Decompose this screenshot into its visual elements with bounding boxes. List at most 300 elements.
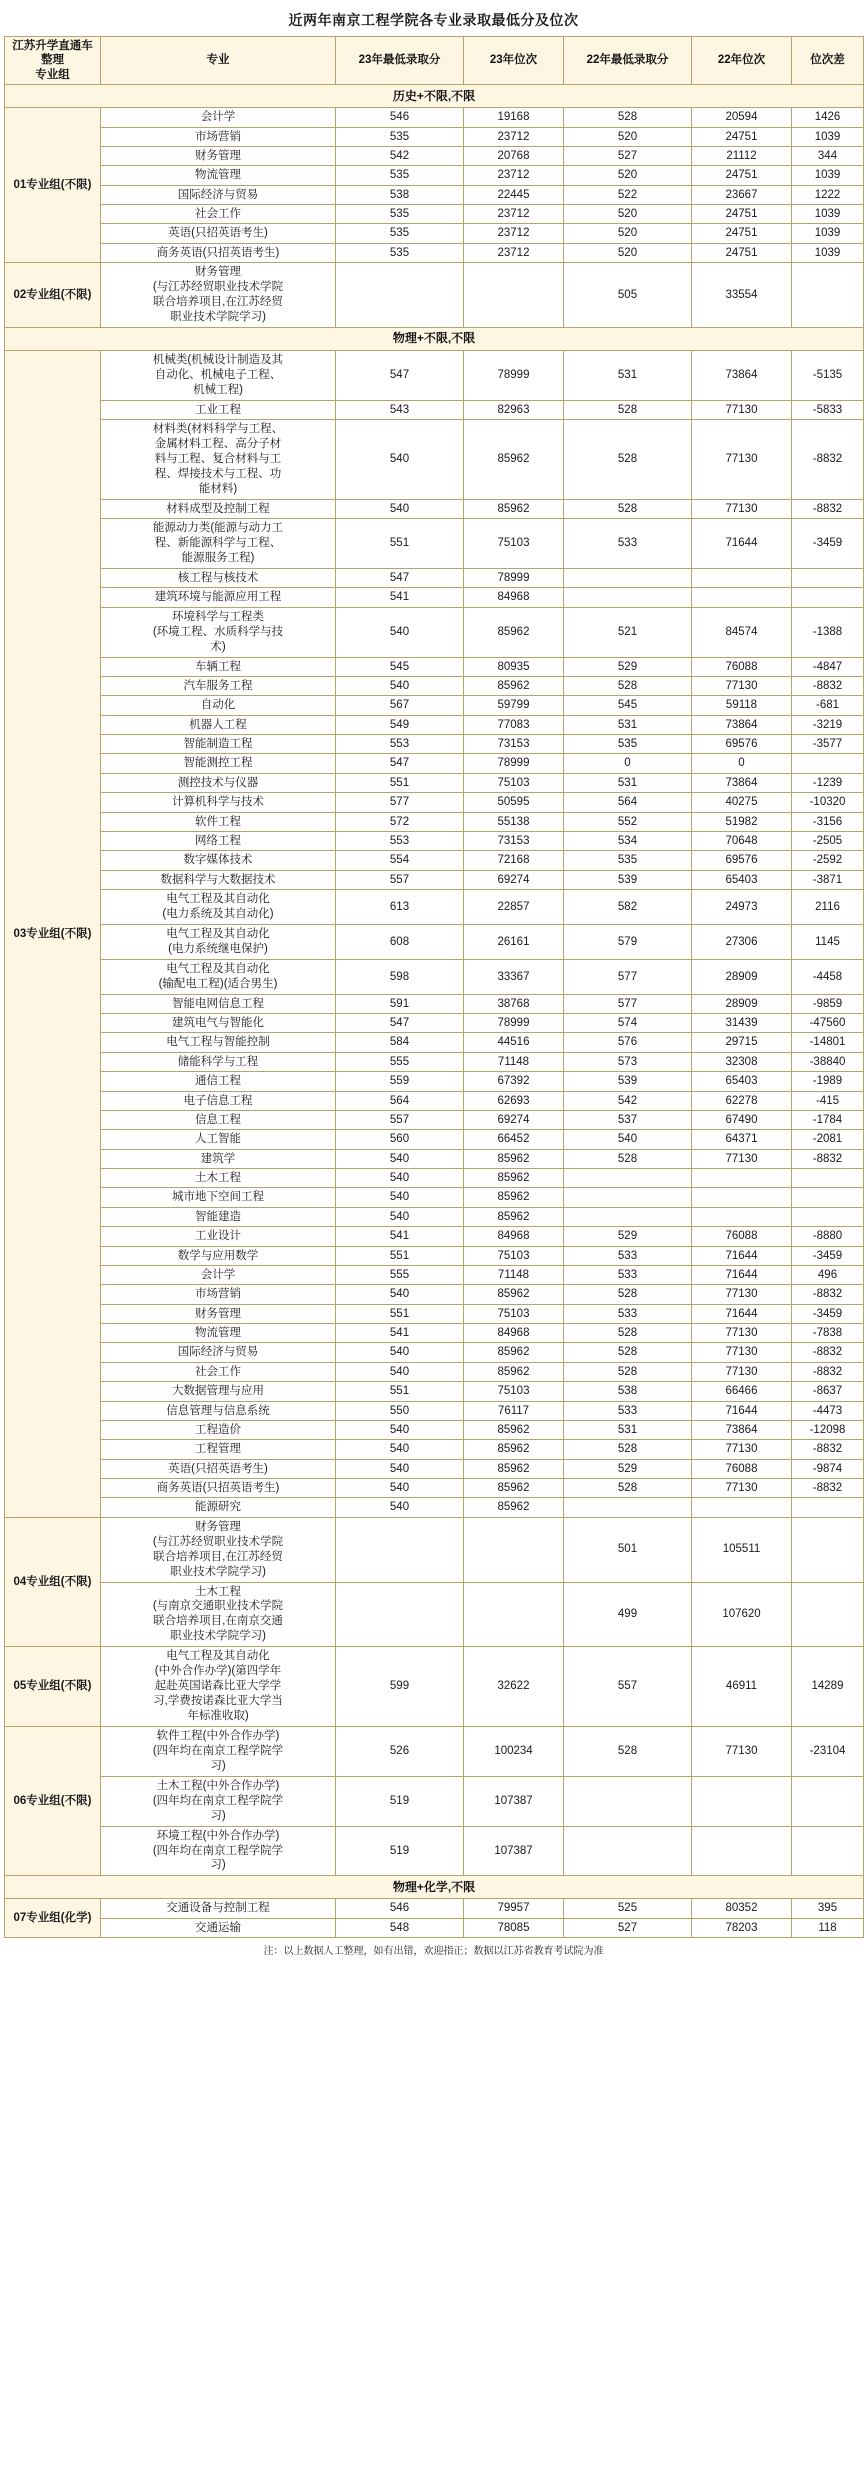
major-name: 大数据管理与应用 (101, 1382, 336, 1401)
major-name: 测控技术与仪器 (101, 773, 336, 792)
score-2023-cell: 559 (336, 1072, 464, 1091)
score-2022-cell: 573 (564, 1052, 692, 1071)
rank-diff-cell: -3577 (792, 735, 864, 754)
score-2023-cell: 546 (336, 108, 464, 127)
score-2022-cell: 527 (564, 146, 692, 165)
score-2023-cell: 540 (336, 1440, 464, 1459)
column-header-group-line1: 江苏升学直通车整理 (12, 40, 93, 67)
major-group-label: 03专业组(不限) (5, 350, 101, 1517)
major-name: 自动化 (101, 696, 336, 715)
rank-diff-cell: -2505 (792, 831, 864, 850)
rank-diff-cell: -8832 (792, 1479, 864, 1498)
rank-diff-cell: -8637 (792, 1382, 864, 1401)
rank-2022-cell: 67490 (692, 1110, 792, 1129)
rank-diff-cell: -415 (792, 1091, 864, 1110)
rank-2022-cell: 33554 (692, 263, 792, 328)
rank-diff-cell: -2592 (792, 851, 864, 870)
rank-2022-cell: 71644 (692, 1246, 792, 1265)
major-name: 财务管理 (101, 1304, 336, 1323)
score-2022-cell: 533 (564, 519, 692, 569)
score-2023-cell: 547 (336, 350, 464, 400)
rank-2023-cell: 85962 (464, 1498, 564, 1517)
column-header-score-2023: 23年最低录取分 (336, 37, 464, 85)
major-name: 土木工程(中外合作办学) (四年均在南京工程学院学 习) (101, 1776, 336, 1826)
major-name: 工业工程 (101, 400, 336, 419)
score-2022-cell: 576 (564, 1033, 692, 1052)
score-2022-cell: 520 (564, 243, 692, 262)
table-row (5, 1014, 864, 1033)
section-header-label: 历史+不限,不限 (5, 85, 864, 108)
column-header-major: 专业 (101, 37, 336, 85)
rank-2022-cell: 77130 (692, 1324, 792, 1343)
rank-diff-cell: 1039 (792, 127, 864, 146)
score-2022-cell: 529 (564, 1459, 692, 1478)
rank-2022-cell: 77130 (692, 1285, 792, 1304)
rank-2023-cell: 78999 (464, 1014, 564, 1033)
score-2023-cell: 553 (336, 735, 464, 754)
major-name: 交通运输 (101, 1918, 336, 1937)
rank-diff-cell: 1039 (792, 166, 864, 185)
table-row (5, 607, 864, 657)
score-2023-cell: 551 (336, 1246, 464, 1265)
score-2023-cell: 540 (336, 1188, 464, 1207)
rank-diff-cell: -3219 (792, 715, 864, 734)
rank-diff-cell: 1145 (792, 924, 864, 959)
rank-2023-cell: 66452 (464, 1130, 564, 1149)
major-name: 建筑学 (101, 1149, 336, 1168)
score-2023-cell: 550 (336, 1401, 464, 1420)
rank-diff-cell (792, 754, 864, 773)
rank-2022-cell: 24751 (692, 224, 792, 243)
rank-diff-cell: 1039 (792, 205, 864, 224)
table-row (5, 108, 864, 127)
rank-2023-cell: 79957 (464, 1899, 564, 1918)
rank-2023-cell: 23712 (464, 166, 564, 185)
rank-2023-cell: 22445 (464, 185, 564, 204)
score-2023-cell (336, 1582, 464, 1647)
table-row (5, 1440, 864, 1459)
rank-2023-cell: 23712 (464, 205, 564, 224)
section-header-row (5, 85, 864, 108)
table-row (5, 1726, 864, 1776)
major-name: 商务英语(只招英语考生) (101, 243, 336, 262)
rank-2023-cell: 107387 (464, 1826, 564, 1876)
rank-2023-cell: 75103 (464, 1304, 564, 1323)
score-2022-cell (564, 1826, 692, 1876)
rank-diff-cell (792, 263, 864, 328)
score-2022-cell: 529 (564, 1227, 692, 1246)
column-header-group (5, 37, 101, 85)
rank-diff-cell (792, 1498, 864, 1517)
column-header-rank-2022: 22年位次 (692, 37, 792, 85)
score-2023-cell (336, 1517, 464, 1582)
major-name: 国际经济与贸易 (101, 185, 336, 204)
major-name: 国际经济与贸易 (101, 1343, 336, 1362)
score-2023-cell: 540 (336, 1479, 464, 1498)
major-name: 财务管理 (与江苏经贸职业技术学院 联合培养项目,在江苏经贸 职业技术学院学习) (101, 1517, 336, 1582)
rank-2023-cell: 78999 (464, 754, 564, 773)
major-name: 储能科学与工程 (101, 1052, 336, 1071)
table-row (5, 994, 864, 1013)
score-2022-cell: 538 (564, 1382, 692, 1401)
score-2023-cell: 557 (336, 1110, 464, 1129)
rank-2023-cell: 85962 (464, 1343, 564, 1362)
table-row (5, 831, 864, 850)
rank-2023-cell: 82963 (464, 400, 564, 419)
score-2023-cell: 572 (336, 812, 464, 831)
table-row (5, 1246, 864, 1265)
rank-diff-cell: -8832 (792, 1285, 864, 1304)
score-2022-cell: 520 (564, 127, 692, 146)
major-group-label: 01专业组(不限) (5, 108, 101, 263)
table-row (5, 959, 864, 994)
rank-diff-cell: -23104 (792, 1726, 864, 1776)
major-name: 智能制造工程 (101, 735, 336, 754)
rank-2023-cell: 85962 (464, 1479, 564, 1498)
table-row (5, 350, 864, 400)
score-2023-cell: 526 (336, 1726, 464, 1776)
rank-2022-cell: 71644 (692, 1265, 792, 1284)
column-header-rank-diff: 位次差 (792, 37, 864, 85)
score-2023-cell: 547 (336, 1014, 464, 1033)
major-name: 数字媒体技术 (101, 851, 336, 870)
rank-diff-cell (792, 1776, 864, 1826)
rank-2022-cell: 77130 (692, 1343, 792, 1362)
rank-2022-cell: 84574 (692, 607, 792, 657)
score-2023-cell: 540 (336, 1343, 464, 1362)
rank-2022-cell: 73864 (692, 773, 792, 792)
score-2022-cell: 535 (564, 735, 692, 754)
table-row (5, 1382, 864, 1401)
major-name: 机械类(机械设计制造及其 自动化、机械电子工程、 机械工程) (101, 350, 336, 400)
rank-diff-cell: -3459 (792, 519, 864, 569)
score-2023-cell: 591 (336, 994, 464, 1013)
score-2023-cell: 540 (336, 1149, 464, 1168)
major-name: 会计学 (101, 1265, 336, 1284)
rank-diff-cell: 118 (792, 1918, 864, 1937)
rank-2022-cell (692, 1207, 792, 1226)
score-2022-cell: 537 (564, 1110, 692, 1129)
major-name: 软件工程(中外合作办学) (四年均在南京工程学院学 习) (101, 1726, 336, 1776)
score-2023-cell: 541 (336, 1324, 464, 1343)
major-name: 材料成型及控制工程 (101, 499, 336, 518)
major-name: 信息工程 (101, 1110, 336, 1129)
score-2023-cell: 542 (336, 146, 464, 165)
major-name: 土木工程 (与南京交通职业技术学院 联合培养项目,在南京交通 职业技术学院学习) (101, 1582, 336, 1647)
section-header-label: 物理+化学,不限 (5, 1876, 864, 1899)
rank-diff-cell: -4473 (792, 1401, 864, 1420)
rank-diff-cell: -1239 (792, 773, 864, 792)
table-row (5, 1498, 864, 1517)
table-row (5, 1420, 864, 1439)
table-row (5, 657, 864, 676)
score-2022-cell: 528 (564, 108, 692, 127)
rank-2022-cell: 31439 (692, 1014, 792, 1033)
table-row (5, 676, 864, 695)
rank-2023-cell: 85962 (464, 420, 564, 500)
rank-2022-cell: 62278 (692, 1091, 792, 1110)
table-row (5, 166, 864, 185)
score-2023-cell: 608 (336, 924, 464, 959)
rank-2023-cell: 85962 (464, 1188, 564, 1207)
rank-2022-cell: 21112 (692, 146, 792, 165)
rank-diff-cell: -3459 (792, 1304, 864, 1323)
table-row (5, 1826, 864, 1876)
rank-2022-cell: 71644 (692, 519, 792, 569)
rank-diff-cell: -2081 (792, 1130, 864, 1149)
table-row (5, 420, 864, 500)
rank-2022-cell: 32308 (692, 1052, 792, 1071)
major-name: 环境科学与工程类 (环境工程、水质科学与技 术) (101, 607, 336, 657)
rank-diff-cell: -8832 (792, 1362, 864, 1381)
score-2023-cell: 555 (336, 1265, 464, 1284)
score-2022-cell (564, 1188, 692, 1207)
table-row (5, 696, 864, 715)
rank-2023-cell: 85962 (464, 1420, 564, 1439)
score-2022-cell (564, 568, 692, 587)
table-row (5, 1401, 864, 1420)
rank-2023-cell (464, 263, 564, 328)
rank-diff-cell: -7838 (792, 1324, 864, 1343)
rank-2022-cell: 76088 (692, 1459, 792, 1478)
rank-2022-cell: 77130 (692, 1362, 792, 1381)
major-name: 人工智能 (101, 1130, 336, 1149)
score-2023-cell: 547 (336, 568, 464, 587)
score-2022-cell: 501 (564, 1517, 692, 1582)
rank-2022-cell: 78203 (692, 1918, 792, 1937)
score-2022-cell (564, 1776, 692, 1826)
rank-diff-cell: 1039 (792, 224, 864, 243)
rank-2022-cell: 29715 (692, 1033, 792, 1052)
rank-2023-cell: 85962 (464, 1440, 564, 1459)
major-name: 电气工程及其自动化 (电力系统继电保护) (101, 924, 336, 959)
rank-2022-cell: 73864 (692, 715, 792, 734)
score-2023-cell: 540 (336, 1498, 464, 1517)
rank-diff-cell: 14289 (792, 1647, 864, 1727)
major-name: 建筑环境与能源应用工程 (101, 588, 336, 607)
rank-2023-cell: 44516 (464, 1033, 564, 1052)
major-name: 市场营销 (101, 127, 336, 146)
score-2022-cell: 528 (564, 676, 692, 695)
table-row (5, 1918, 864, 1937)
rank-2022-cell: 70648 (692, 831, 792, 850)
rank-2023-cell: 22857 (464, 890, 564, 925)
score-2022-cell: 531 (564, 773, 692, 792)
rank-2023-cell: 23712 (464, 127, 564, 146)
score-2023-cell: 540 (336, 1285, 464, 1304)
rank-diff-cell (792, 588, 864, 607)
major-name: 电气工程及其自动化 (输配电工程)(适合男生) (101, 959, 336, 994)
score-2022-cell: 582 (564, 890, 692, 925)
score-2023-cell: 577 (336, 793, 464, 812)
rank-diff-cell: -9859 (792, 994, 864, 1013)
major-name: 核工程与核技术 (101, 568, 336, 587)
rank-2023-cell: 73153 (464, 735, 564, 754)
table-row (5, 715, 864, 734)
table-row (5, 1207, 864, 1226)
rank-diff-cell: -3871 (792, 870, 864, 889)
rank-2022-cell: 65403 (692, 870, 792, 889)
rank-diff-cell: -4847 (792, 657, 864, 676)
major-name: 数据科学与大数据技术 (101, 870, 336, 889)
rank-2022-cell: 80352 (692, 1899, 792, 1918)
rank-diff-cell (792, 1169, 864, 1188)
table-row (5, 519, 864, 569)
rank-2022-cell: 107620 (692, 1582, 792, 1647)
score-2023-cell: 551 (336, 1382, 464, 1401)
rank-2023-cell (464, 1582, 564, 1647)
column-header-group-line2: 专业组 (35, 68, 70, 81)
score-2022-cell: 533 (564, 1246, 692, 1265)
major-name: 建筑电气与智能化 (101, 1014, 336, 1033)
rank-diff-cell: -47560 (792, 1014, 864, 1033)
rank-2022-cell (692, 1826, 792, 1876)
major-name: 环境工程(中外合作办学) (四年均在南京工程学院学 习) (101, 1826, 336, 1876)
score-2022-cell (564, 1498, 692, 1517)
table-row (5, 1582, 864, 1647)
score-2023-cell: 535 (336, 224, 464, 243)
rank-2023-cell: 85962 (464, 1149, 564, 1168)
rank-2023-cell: 85962 (464, 499, 564, 518)
rank-2022-cell: 77130 (692, 1149, 792, 1168)
rank-2023-cell: 73153 (464, 831, 564, 850)
rank-2023-cell: 107387 (464, 1776, 564, 1826)
table-row (5, 224, 864, 243)
rank-diff-cell: 344 (792, 146, 864, 165)
score-2022-cell: 528 (564, 400, 692, 419)
score-2022-cell (564, 588, 692, 607)
rank-2023-cell: 78085 (464, 1918, 564, 1937)
section-header-row (5, 1876, 864, 1899)
score-2022-cell: 521 (564, 607, 692, 657)
rank-2023-cell (464, 1517, 564, 1582)
score-2022-cell: 528 (564, 499, 692, 518)
major-name: 社会工作 (101, 1362, 336, 1381)
table-row (5, 1227, 864, 1246)
major-name: 工程管理 (101, 1440, 336, 1459)
rank-2022-cell: 77130 (692, 420, 792, 500)
rank-2023-cell: 23712 (464, 224, 564, 243)
rank-2022-cell: 69576 (692, 735, 792, 754)
table-row (5, 1517, 864, 1582)
table-row (5, 1052, 864, 1071)
score-2022-cell: 520 (564, 166, 692, 185)
rank-2023-cell: 59799 (464, 696, 564, 715)
score-2023-cell: 553 (336, 831, 464, 850)
table-row (5, 1110, 864, 1129)
rank-2022-cell: 73864 (692, 1420, 792, 1439)
score-2022-cell: 0 (564, 754, 692, 773)
rank-2023-cell: 85962 (464, 1459, 564, 1478)
score-2023-cell: 541 (336, 1227, 464, 1246)
table-row (5, 1169, 864, 1188)
major-name: 财务管理 (101, 146, 336, 165)
score-2022-cell: 539 (564, 870, 692, 889)
rank-diff-cell: 1222 (792, 185, 864, 204)
score-2022-cell: 533 (564, 1304, 692, 1323)
score-2022-cell: 528 (564, 1362, 692, 1381)
rank-2023-cell: 84968 (464, 588, 564, 607)
rank-2022-cell (692, 1776, 792, 1826)
score-2022-cell: 579 (564, 924, 692, 959)
major-group-label: 06专业组(不限) (5, 1726, 101, 1875)
score-2022-cell (564, 1169, 692, 1188)
table-row (5, 146, 864, 165)
score-2023-cell: 548 (336, 1918, 464, 1937)
rank-2022-cell: 51982 (692, 812, 792, 831)
score-2022-cell: 528 (564, 1343, 692, 1362)
score-2022-cell: 574 (564, 1014, 692, 1033)
rank-2022-cell: 64371 (692, 1130, 792, 1149)
rank-diff-cell: -1784 (792, 1110, 864, 1129)
score-2023-cell: 598 (336, 959, 464, 994)
score-2022-cell: 528 (564, 1440, 692, 1459)
major-name: 工业设计 (101, 1227, 336, 1246)
rank-2022-cell: 24751 (692, 166, 792, 185)
rank-2022-cell: 76088 (692, 1227, 792, 1246)
score-2023-cell: 540 (336, 1169, 464, 1188)
score-2022-cell: 577 (564, 959, 692, 994)
rank-2022-cell: 65403 (692, 1072, 792, 1091)
table-row (5, 1899, 864, 1918)
table-row (5, 499, 864, 518)
rank-diff-cell: -12098 (792, 1420, 864, 1439)
rank-2023-cell: 100234 (464, 1726, 564, 1776)
major-name: 机器人工程 (101, 715, 336, 734)
table-row (5, 1149, 864, 1168)
rank-2023-cell: 85962 (464, 1362, 564, 1381)
score-2023-cell: 613 (336, 890, 464, 925)
rank-2022-cell: 77130 (692, 676, 792, 695)
page-title: 近两年南京工程学院各专业录取最低分及位次 (288, 12, 579, 28)
score-2023-cell: 554 (336, 851, 464, 870)
table-row (5, 243, 864, 262)
score-2023-cell: 540 (336, 1207, 464, 1226)
section-header-label: 物理+不限,不限 (5, 327, 864, 350)
rank-diff-cell: -9874 (792, 1459, 864, 1478)
score-2022-cell: 557 (564, 1647, 692, 1727)
major-name: 工程造价 (101, 1420, 336, 1439)
score-2023-cell: 540 (336, 420, 464, 500)
score-2023-cell: 546 (336, 1899, 464, 1918)
table-row (5, 1091, 864, 1110)
rank-2023-cell: 85962 (464, 1207, 564, 1226)
score-2022-cell: 520 (564, 224, 692, 243)
rank-2023-cell: 72168 (464, 851, 564, 870)
score-2022-cell: 529 (564, 657, 692, 676)
table-row (5, 1130, 864, 1149)
rank-diff-cell: -10320 (792, 793, 864, 812)
rank-2023-cell: 80935 (464, 657, 564, 676)
score-2022-cell: 531 (564, 1420, 692, 1439)
score-2023-cell: 551 (336, 773, 464, 792)
rank-diff-cell: 2116 (792, 890, 864, 925)
table-row (5, 1072, 864, 1091)
score-2023-cell: 540 (336, 676, 464, 695)
rank-2023-cell: 71148 (464, 1265, 564, 1284)
rank-2022-cell: 40275 (692, 793, 792, 812)
rank-2022-cell: 24751 (692, 127, 792, 146)
rank-2023-cell: 78999 (464, 350, 564, 400)
score-2022-cell: 499 (564, 1582, 692, 1647)
major-group-label: 04专业组(不限) (5, 1517, 101, 1647)
rank-diff-cell: -1388 (792, 607, 864, 657)
score-2023-cell: 535 (336, 205, 464, 224)
rank-2023-cell: 85962 (464, 676, 564, 695)
score-2022-cell: 535 (564, 851, 692, 870)
score-2023-cell: 599 (336, 1647, 464, 1727)
table-row (5, 205, 864, 224)
